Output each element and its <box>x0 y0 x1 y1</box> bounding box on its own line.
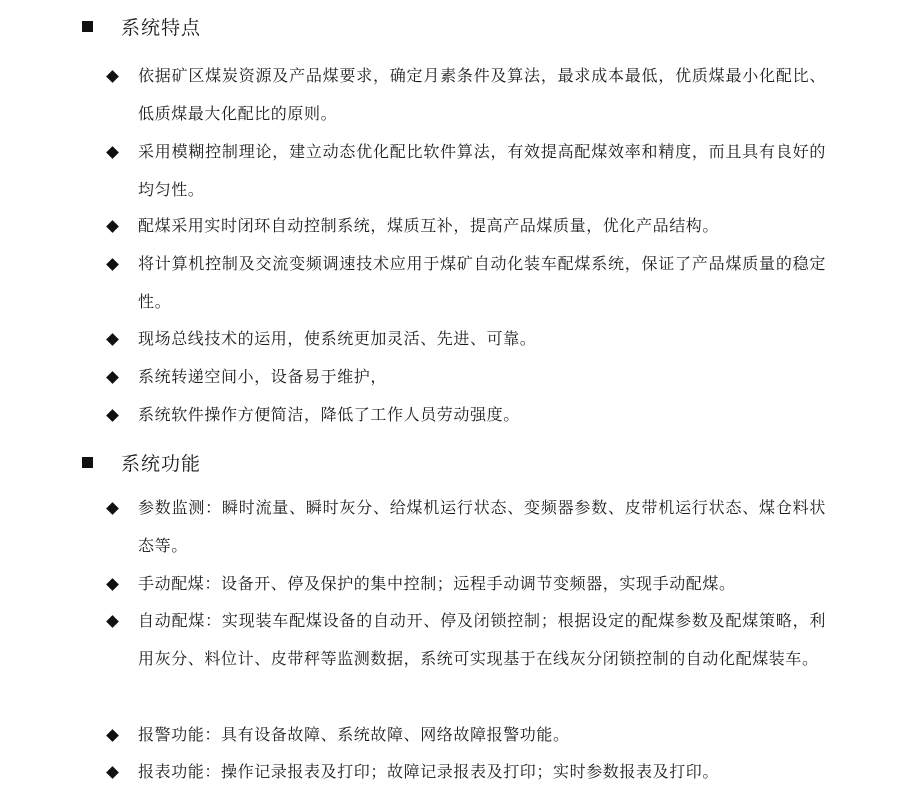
list-item <box>104 753 834 791</box>
list-item <box>104 57 834 133</box>
list-item-text: 配煤采用实时闭环自动控制系统，煤质互补，提高产品煤质量，优化产品结构。 <box>138 216 720 235</box>
list-item-text: 报表功能：操作记录报表及打印；故障记录报表及打印；实时参数报表及打印。 <box>138 762 720 781</box>
section-heading-features <box>82 10 201 42</box>
list-item <box>104 133 834 209</box>
diamond-bullet-icon <box>104 245 120 283</box>
diamond-bullet-icon <box>104 602 120 640</box>
list-item-text: 现场总线技术的运用，使系统更加灵活、先进、可靠。 <box>138 329 537 348</box>
list-item-text: 依据矿区煤炭资源及产品煤要求，确定月素条件及算法，最求成本最低，优质煤最小化配比、低质煤最大化配比的原则。 <box>138 66 826 123</box>
section-heading-text: 系统功能 <box>121 452 202 475</box>
square-bullet-icon <box>82 21 93 32</box>
section-heading-text: 系统特点 <box>121 16 202 39</box>
section-heading-functions <box>82 446 201 478</box>
list-item <box>104 207 834 245</box>
list-item-text: 系统软件操作方便简洁，降低了工作人员劳动强度。 <box>138 405 520 424</box>
diamond-bullet-icon <box>104 565 120 603</box>
list-item <box>104 358 834 396</box>
list-item-text: 采用模糊控制理论，建立动态优化配比软件算法，有效提高配煤效率和精度，而且具有良好的均匀性。 <box>138 142 826 199</box>
list-item <box>104 489 834 565</box>
list-item <box>104 320 834 358</box>
list-item <box>104 396 834 434</box>
list-item-text: 自动配煤：实现装车配煤设备的自动开、停及闭锁控制；根据设定的配煤参数及配煤策略，利用灰分、料位计、皮带秤等监测数据，系统可实现基于在线灰分闭锁控制的自动化配煤装车。 <box>138 611 826 668</box>
diamond-bullet-icon <box>104 57 120 95</box>
diamond-bullet-icon <box>104 489 120 527</box>
list-item-text: 报警功能：具有设备故障、系统故障、网络故障报警功能。 <box>138 725 570 744</box>
list-item-text: 将计算机控制及交流变频调速技术应用于煤矿自动化装车配煤系统，保证了产品煤质量的稳定性。 <box>138 254 826 311</box>
list-item-text: 手动配煤：设备开、停及保护的集中控制；远程手动调节变频器，实现手动配煤。 <box>138 574 736 593</box>
diamond-bullet-icon <box>104 716 120 754</box>
diamond-bullet-icon <box>104 358 120 396</box>
square-bullet-icon <box>82 457 93 468</box>
diamond-bullet-icon <box>104 207 120 245</box>
list-item-text: 参数监测：瞬时流量、瞬时灰分、给煤机运行状态、变频器参数、皮带机运行状态、煤仓料状态等。 <box>138 498 826 555</box>
list-item-text: 系统转递空间小，设备易于维护， <box>138 367 388 386</box>
list-item <box>104 716 834 754</box>
diamond-bullet-icon <box>104 133 120 171</box>
list-item <box>104 565 834 603</box>
diamond-bullet-icon <box>104 320 120 358</box>
list-item <box>104 245 834 321</box>
list-item <box>104 602 834 678</box>
diamond-bullet-icon <box>104 753 120 791</box>
diamond-bullet-icon <box>104 396 120 434</box>
